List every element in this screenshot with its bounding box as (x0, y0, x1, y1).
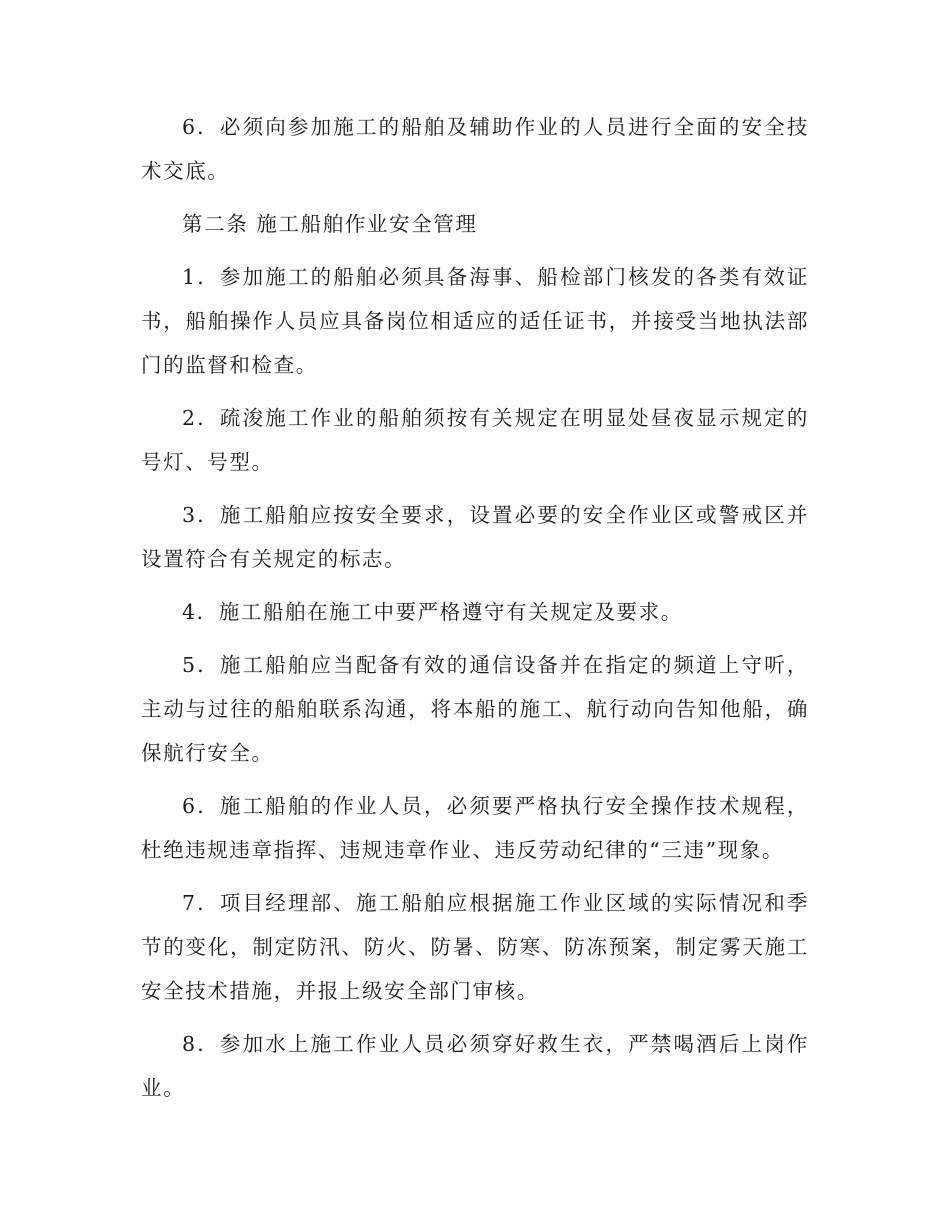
paragraph-item-2-signal-lights: 2．疏浚施工作业的船舶须按有关规定在明显处昼夜显示规定的号灯、号型。 (141, 406, 809, 474)
paragraph-item-6-operators: 6．施工船舶的作业人员，必须要严格执行安全操作技术规程，杜绝违规违章指挥、违规违章作业、违反劳动纪律的“三违”现象。 (141, 794, 809, 862)
section-heading-article-2: 第二条 施工船舶作业安全管理 (182, 212, 478, 236)
paragraph-item-8-life-jacket: 8．参加水上施工作业人员必须穿好救生衣，严禁喝酒后上岗作业。 (141, 1032, 809, 1100)
paragraph-item-5-communication: 5．施工船舶应当配备有效的通信设备并在指定的频道上守听，主动与过往的船舶联系沟通，将本船的施工、航行动向告知他船，确保航行安全。 (141, 653, 809, 765)
paragraph-item-7-contingency: 7．项目经理部、施工船舶应根据施工作业区域的实际情况和季节的变化，制定防汛、防火、防暑、防寒、防冻预案，制定雾天施工安全技术措施，并报上级安全部门审核。 (141, 891, 809, 1003)
paragraph-item-4-regulations: 4．施工船舶在施工中要严格遵守有关规定及要求。 (182, 600, 683, 624)
paragraph-item-3-safety-zone: 3．施工船舶应按安全要求，设置必要的安全作业区或警戒区并设置符合有关规定的标志。 (141, 503, 809, 571)
paragraph-item-6-disclosure: 6．必须向参加施工的船舶及辅助作业的人员进行全面的安全技术交底。 (141, 115, 809, 183)
paragraph-item-1-certificates: 1．参加施工的船舶必须具备海事、船检部门核发的各类有效证书，船舶操作人员应具备岗位相适应的适任证书，并接受当地执法部门的监督和检查。 (141, 265, 809, 377)
document-page (141, 105, 809, 1110)
